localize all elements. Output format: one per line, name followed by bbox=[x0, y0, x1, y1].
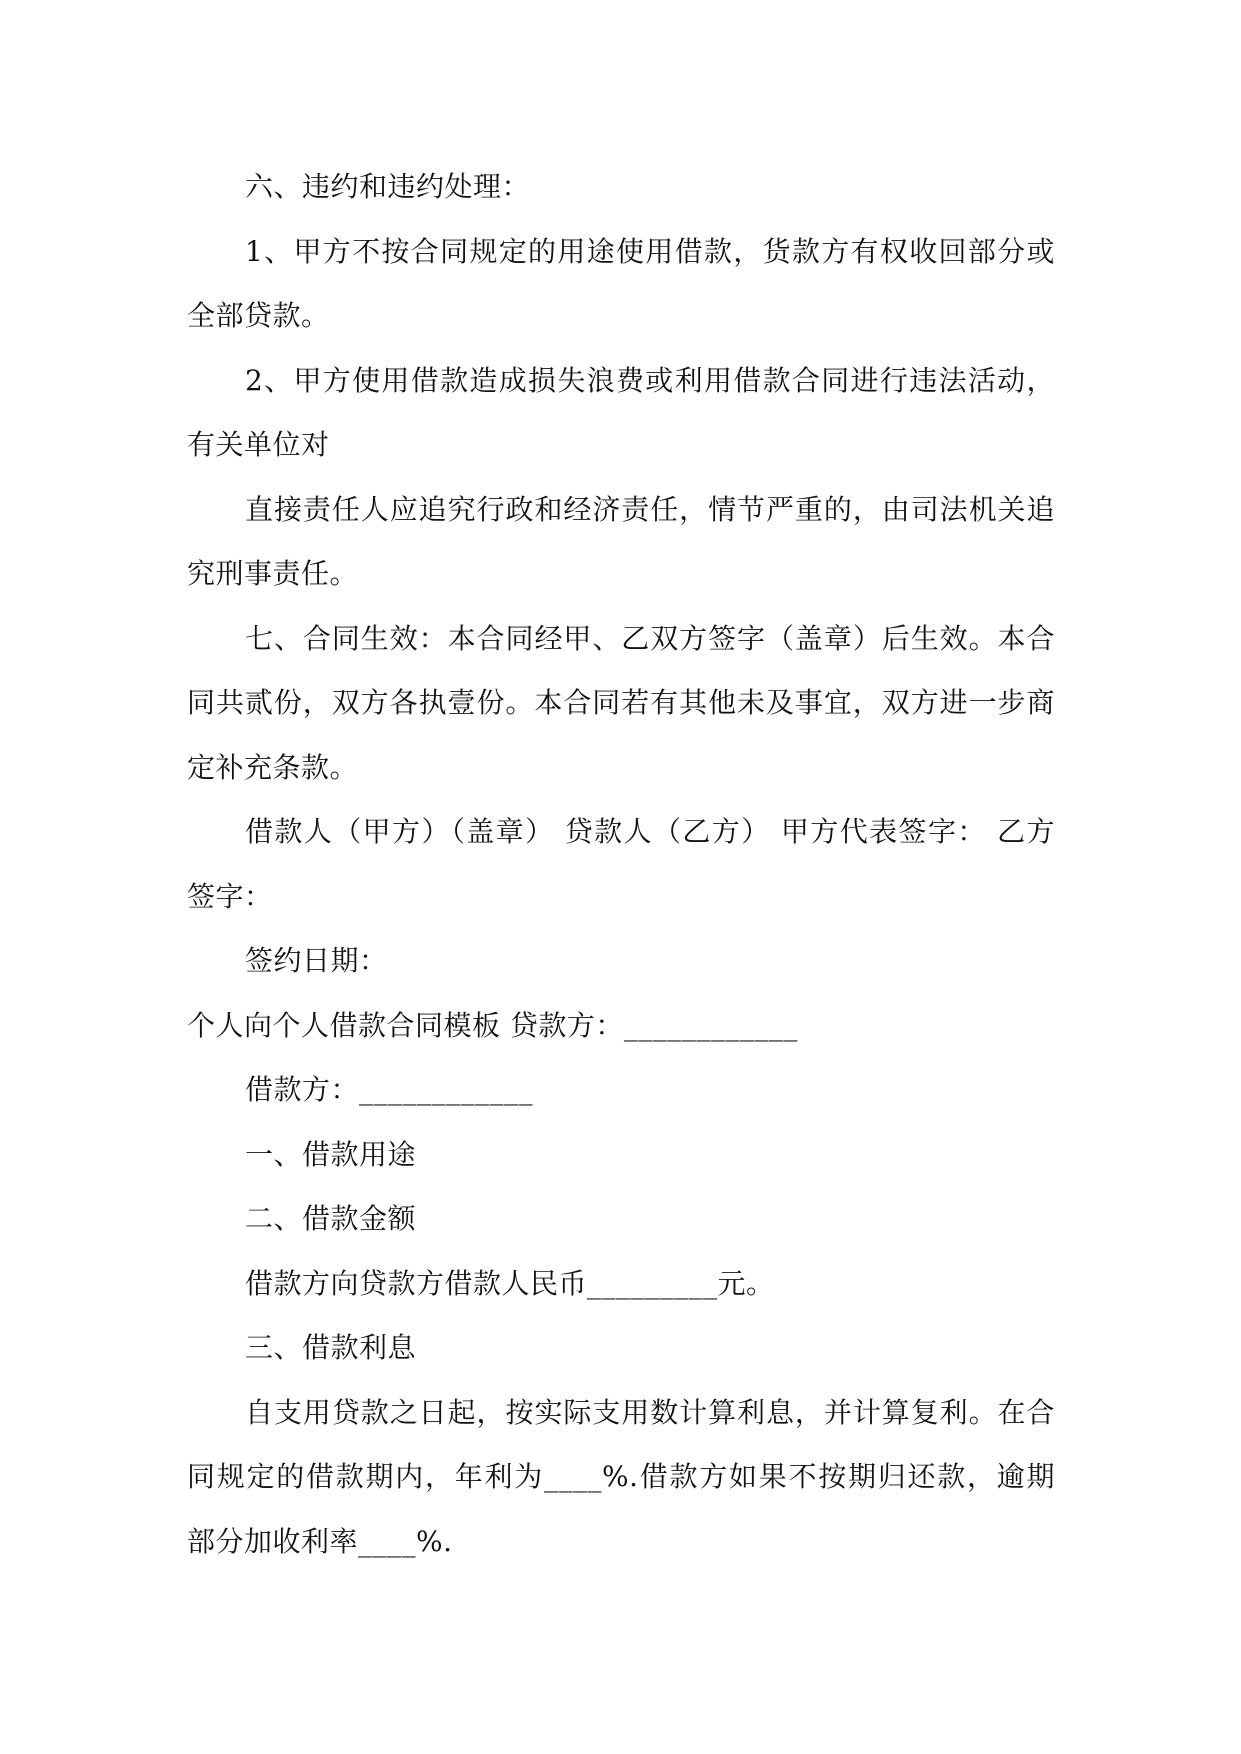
document-body bbox=[187, 155, 1055, 1574]
section-heading: 六、违约和违约处理： bbox=[245, 170, 531, 203]
paragraph-line: 直接责任人应追究行政和经济责任，情节严重的，由司法机关追 bbox=[245, 492, 1055, 526]
section-heading: 二、借款金额 bbox=[245, 1202, 417, 1235]
borrower-line: 借款方：____________ bbox=[245, 1073, 534, 1106]
section-heading: 一、借款用途 bbox=[245, 1137, 417, 1171]
signature-line: 借款人（甲方）（盖章） 贷款人（乙方） 甲方代表签字： 乙方 bbox=[245, 815, 1055, 848]
paragraph-line: 部分加收利率____%. bbox=[187, 1524, 453, 1558]
paragraph-line: 七、合同生效：本合同经甲、乙双方签字（盖章）后生效。本合 bbox=[245, 621, 1055, 655]
paragraph-line: 自支用贷款之日起，按实际支用数计算利息，并计算复利。在合 bbox=[245, 1395, 1055, 1429]
signing-date-line: 签约日期： bbox=[245, 944, 388, 977]
signature-line: 签字： bbox=[187, 879, 273, 913]
paragraph-line: 2、甲方使用借款造成损失浪费或利用借款合同进行违法活动， bbox=[245, 363, 1055, 397]
paragraph-line: 究刑事责任。 bbox=[187, 557, 359, 590]
paragraph-line: 1、甲方不按合同规定的用途使用借款，货款方有权收回部分或 bbox=[245, 234, 1055, 268]
paragraph-line: 有关单位对 bbox=[187, 428, 330, 461]
paragraph-line: 定补充条款。 bbox=[187, 750, 359, 784]
section-heading: 三、借款利息 bbox=[245, 1331, 417, 1364]
paragraph-line: 借款方向贷款方借款人民币_________元。 bbox=[245, 1266, 775, 1300]
paragraph-line: 同共贰份，双方各执壹份。本合同若有其他未及事宜，双方进一步商 bbox=[187, 686, 1055, 719]
contract-title-line: 个人向个人借款合同模板 贷款方：____________ bbox=[187, 1008, 798, 1042]
paragraph-line: 同规定的借款期内，年利为____%.借款方如果不按期归还款，逾期 bbox=[187, 1460, 1055, 1493]
paragraph-line: 全部贷款。 bbox=[187, 299, 330, 332]
